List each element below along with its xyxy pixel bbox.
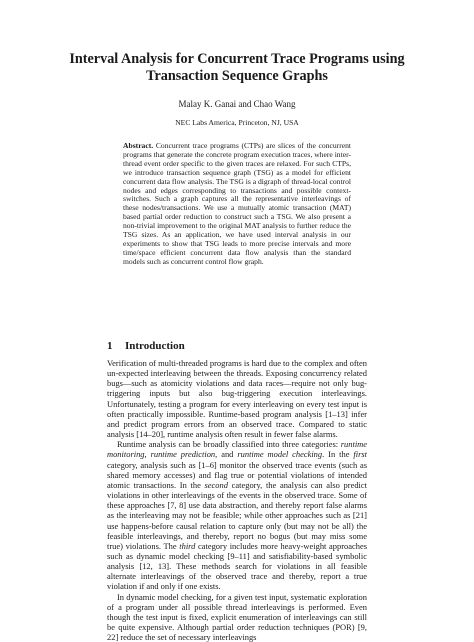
abstract-text: Concurrent trace programs (CTPs) are slices of the concurrent programs that generate the concrete program execution traces, where inter-thread event order specific to the given traces are relaxed. For such CTPs, we introduce transaction sequence graph (TSG) as a model for efficient concurrent data flow analysis. The TSG is a digraph of thread-local control nodes and edges corresponding to transactions and possible context-switches. Such a graph captures all the representative interleavings of these nodes/transactions. We use a mutually atomic transaction (MAT) based partial order reduction to construct such a TSG. We also present a non-trivial improvement to the original MAT analysis to further reduce the TSG sizes. As an application, we have used interval analysis in our experiments to show that TSG leads to more precise intervals and more time/space efficient concurrent data flow analysis than the standard models such as concurrent control flow graph. [123, 141, 351, 266]
abstract-label: Abstract. [123, 141, 154, 150]
section-heading [107, 340, 367, 353]
p2-text-b: , [144, 449, 151, 460]
term-runtime-monitoring: runtime monitoring [107, 439, 367, 460]
abstract [123, 142, 351, 267]
term-first: first [353, 449, 368, 460]
paper-title [60, 51, 414, 85]
term-runtime-model-checking: runtime model checking [237, 449, 323, 460]
paragraph-1: Verification of multi-threaded programs is hard due to the complex and often un-expected interleaving between the threads. Exposing concurrency related bugs—such as atomicity violations and data races—require not only bug-triggering inputs but also bug-triggering execution interleavings. Unfortunately, testing a program for every interleaving on every test input is often practically impossible. Runtime-based program analysis [1–13] infer and predict program errors from an observed trace. Compared to static analysis [14–20], runtime analysis often result in fewer false alarms. [107, 358, 367, 440]
paragraph-2 [107, 439, 367, 591]
body-text [107, 358, 367, 642]
p2-text-c: , and [215, 449, 238, 460]
section-title: Introduction [125, 340, 185, 352]
p2-text-f: category, the analysis can also predict violations in other interleavings of the events in the observed trace. Some of these approaches [7, 8] use data abstraction, and thereby report false alarms as the interleaving may not be feasible; while other approaches such as [21] use happens-before causal relation to capture only (but may not be all) the feasible interleavings, and thereby, report no bogus (but may miss some true) violations. The [107, 479, 367, 551]
term-runtime-prediction: runtime prediction [150, 449, 216, 460]
affiliation: NEC Labs America, Princeton, NJ, USA [175, 118, 299, 127]
authors: Malay K. Ganai and Chao Wang [178, 99, 296, 109]
section-number: 1 [107, 340, 113, 352]
p2-text-e: category, analysis such as [1–6] monitor the observed trace events (such as shared memory accesses) and flag true or potential violations of intended atomic transactions. In the [107, 459, 367, 490]
paper-title-line-1: Interval Analysis for Concurrent Trace Programs using [69, 51, 405, 67]
p2-text-a: Runtime analysis can be broadly classified into three categories: [117, 439, 341, 450]
term-second: second [204, 479, 228, 490]
paragraph-3: In dynamic model checking, for a given test input, systematic exploration of a program under all possible thread interleavings is performed. Even though the test input is fixed, explicit enumeration of interleavings can still be quite expensive. Although partial order reduction techniques (POR) [9, 22] reduce the set of necessary interleavings [107, 591, 367, 642]
paper-title-line-2: Transaction Sequence Graphs [146, 68, 328, 84]
p2-text-g: category includes more heavy-weight approaches such as dynamic model checking [9–11] and satisfiability-based symbolic analysis [12, 13]. These methods search for violations in all feasible alternate interleavings of the observed trace and thereby, report a true violation if and only if one exists. [107, 540, 367, 592]
term-third: third [179, 540, 196, 551]
p2-text-d: . In the [322, 449, 354, 460]
